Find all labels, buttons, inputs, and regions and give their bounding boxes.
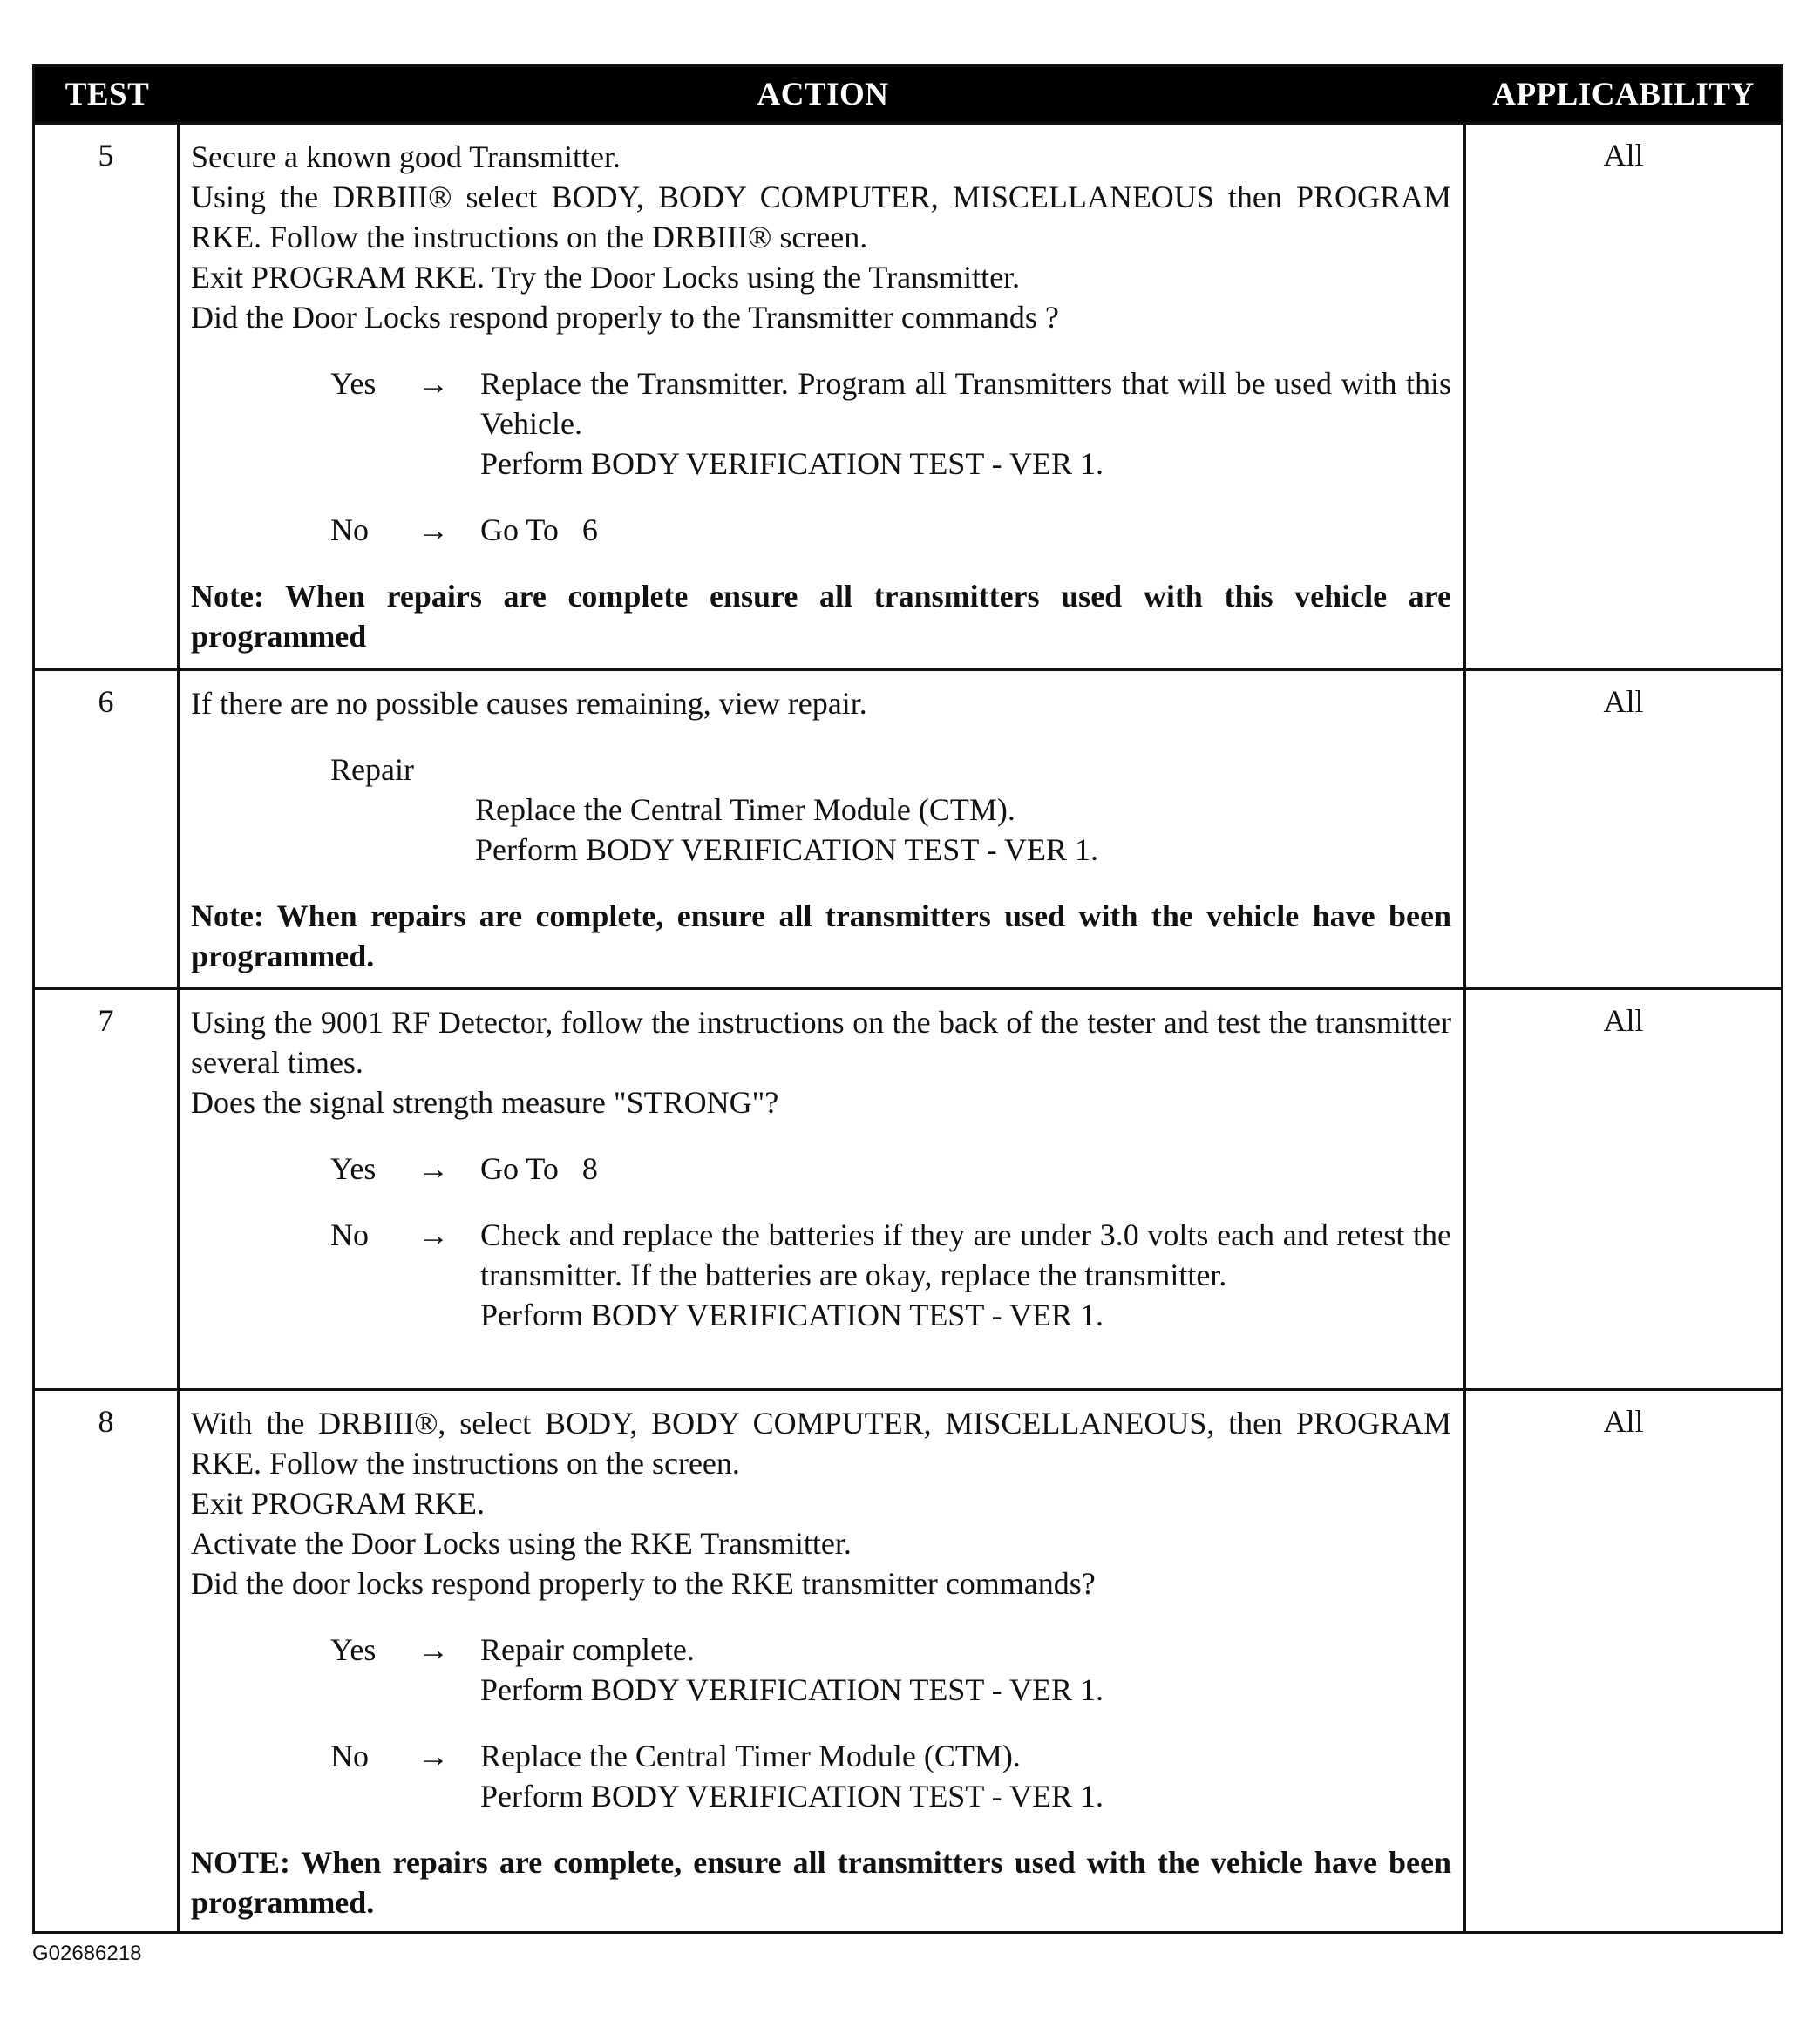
table-row (35, 1388, 1781, 1931)
repair-text-line: Perform BODY VERIFICATION TEST - VER 1. (475, 832, 1099, 867)
no-text-line: Perform BODY VERIFICATION TEST - VER 1. (480, 1779, 1104, 1814)
yes-text-line: Perform BODY VERIFICATION TEST - VER 1. (480, 1672, 1104, 1707)
action-line: Did the door locks respond properly to the RKE transmitter commands? (191, 1566, 1096, 1601)
yes-branch (191, 1630, 1451, 1710)
no-branch (191, 1215, 1451, 1335)
no-text (480, 1215, 1451, 1335)
yes-text-line: Repair complete. (480, 1632, 695, 1667)
arrow-right-icon: → (418, 1632, 449, 1667)
no-text-line: Perform BODY VERIFICATION TEST - VER 1. (480, 1298, 1104, 1332)
no-text (480, 1736, 1451, 1816)
action-line: Does the signal strength measure "STRONG"? (191, 1085, 779, 1120)
header-action: ACTION (757, 77, 889, 112)
yes-label: Yes (330, 1151, 377, 1186)
no-label: No (330, 1739, 369, 1773)
action-line: Using the DRBIII® select BODY, BODY COMPUTER, MISCELLANEOUS then PROGRAM RKE. Follow the instructions on the DRBIII® screen. (191, 180, 1451, 254)
action-line: Using the 9001 RF Detector, follow the instructions on the back of the tester and test the transmitter several times. (191, 1005, 1451, 1080)
repair-label: Repair (330, 752, 414, 787)
arrow-right-icon: → (418, 1739, 449, 1773)
no-label: No (330, 512, 369, 547)
no-text: Go To 6 (480, 512, 598, 547)
no-label: No (330, 1217, 369, 1252)
yes-text-line: Perform BODY VERIFICATION TEST - VER 1. (480, 446, 1104, 481)
arrow-right-icon: → (418, 1217, 449, 1252)
yes-label: Yes (330, 366, 377, 401)
yes-branch (191, 363, 1451, 484)
no-branch (191, 1736, 1451, 1816)
test-number: 8 (35, 1391, 180, 1931)
figure-id: G02686218 (32, 1942, 142, 1965)
applicability-value: All (1603, 684, 1644, 719)
action-line: Exit PROGRAM RKE. (191, 1486, 486, 1521)
action-cell (180, 125, 1466, 668)
no-text-line: Replace the Central Timer Module (CTM). (480, 1739, 1021, 1773)
table-header (35, 67, 1781, 122)
test-number: 7 (35, 990, 180, 1388)
repair-text-line: Replace the Central Timer Module (CTM). (475, 792, 1015, 827)
yes-text (480, 1630, 1451, 1710)
yes-text (480, 363, 1451, 484)
test-number: 5 (35, 125, 180, 668)
action-line: Did the Door Locks respond properly to the Transmitter commands ? (191, 300, 1059, 335)
header-test: TEST (65, 77, 150, 112)
action-line: Exit PROGRAM RKE. Try the Door Locks using the Transmitter. (191, 260, 1021, 295)
action-cell (180, 671, 1466, 987)
applicability-value: All (1603, 1003, 1644, 1038)
table-row (35, 987, 1781, 1388)
action-line: Activate the Door Locks using the RKE Transmitter. (191, 1526, 852, 1561)
action-line: Secure a known good Transmitter. (191, 139, 621, 174)
table-row (35, 668, 1781, 987)
header-applicability: APPLICABILITY (1492, 77, 1755, 112)
yes-label: Yes (330, 1632, 377, 1667)
action-cell (180, 1391, 1466, 1931)
yes-branch (191, 1149, 1451, 1189)
action-line: With the DRBIII®, select BODY, BODY COMPUTER, MISCELLANEOUS, then PROGRAM RKE. Follow the instructions on the screen. (191, 1406, 1451, 1481)
note-text: NOTE: When repairs are complete, ensure all transmitters used with the vehicle have been programmed. (191, 1845, 1451, 1920)
no-text-line: Check and replace the batteries if they are under 3.0 volts each and retest the transmitter. If the batteries are okay, replace the transmitter. (480, 1217, 1451, 1292)
action-cell (180, 990, 1466, 1388)
no-branch (191, 510, 1451, 550)
yes-text: Go To 8 (480, 1151, 598, 1186)
action-line: If there are no possible causes remaining, view repair. (191, 686, 867, 721)
repair-text (475, 790, 1451, 870)
table-row (35, 122, 1781, 668)
arrow-right-icon: → (418, 366, 449, 401)
arrow-right-icon: → (418, 1151, 449, 1186)
note-text: Note: When repairs are complete, ensure all transmitters used with the vehicle have been programmed. (191, 898, 1451, 973)
test-number: 6 (35, 671, 180, 987)
yes-text-line: Replace the Transmitter. Program all Transmitters that will be used with this Vehicle. (480, 366, 1451, 441)
arrow-right-icon: → (418, 512, 449, 547)
note-text: Note: When repairs are complete ensure all transmitters used with this vehicle are programmed (191, 579, 1451, 654)
diagnostic-table (32, 64, 1783, 1934)
applicability-value: All (1603, 138, 1644, 173)
applicability-value: All (1603, 1404, 1644, 1439)
